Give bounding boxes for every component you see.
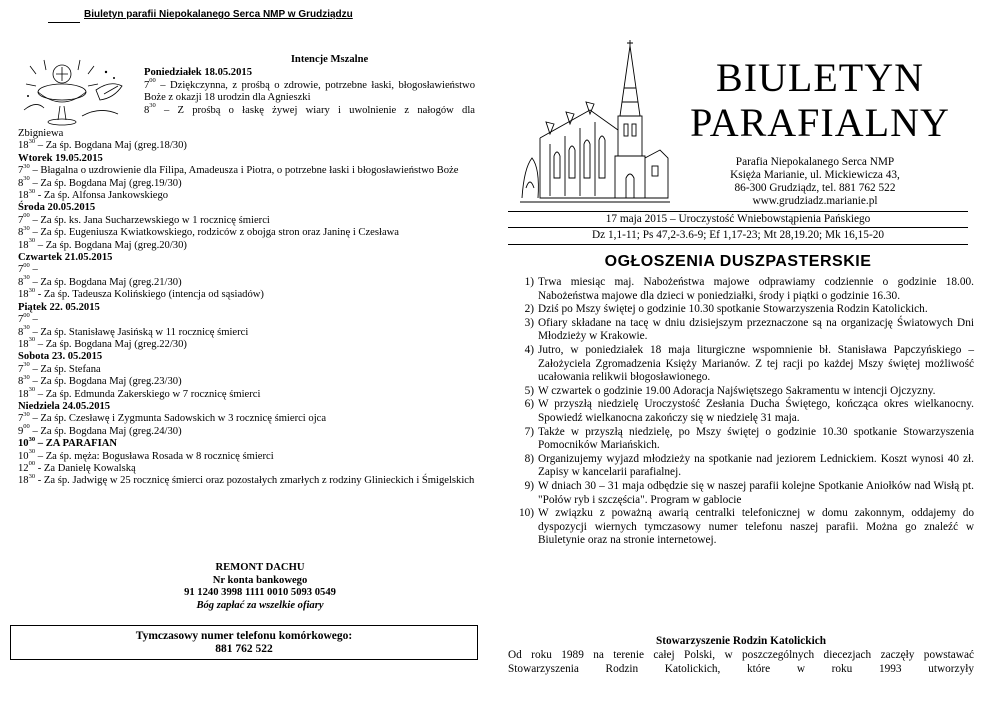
announcements-list [508, 276, 974, 548]
header-underline [48, 13, 80, 23]
intention-line: $8^{30}$ – Za śp. Bogdana Maj (greg.21/30) [18, 274, 182, 288]
intention-line: $18^{30}$ – Za śp. Bogdana Maj (greg.22/30) [18, 336, 187, 350]
account-number: 91 1240 3998 1111 0010 5093 0549 [184, 587, 336, 599]
day-monday: Poniedziałek 18.05.2015 [144, 67, 252, 79]
account-label: Nr konta bankowego [212, 574, 308, 586]
list-item: 8) Organizujemy wyjazd młodzieży na spotkanie nad jeziorem Lednickiem. Koszt wynosi 40 zł. Zapisy w kancelarii parafialnej. [524, 452, 974, 479]
intention-line: $8^{30}$ – Za śp. Bogdana Maj (greg.23/30) [18, 373, 182, 388]
intention-line: $18^{30}$ – Za śp. Edmunda Zakerskiego w 7 rocznicę śmierci [18, 386, 261, 400]
announcements-title: OGŁOSZENIA DUSZPASTERSKIE [604, 253, 872, 270]
day-sunday: Niedziela 24.05.2015 [18, 400, 111, 412]
list-item: 9) W dniach 30 – 31 maja odbędzie się w naszej parafii kolejne Spotkanie Aniołków nad Wisłą pt. "Połów ryb i szczęścia". Program w gablocie [524, 479, 974, 506]
intention-line: $7^{00}$ – Dziękczynna, z prośbą o zdrowie, potrzebne łaski, błogosławieństwo Boże z okazji 18 urodzin dla Agnieszki [144, 77, 475, 104]
parish-address1: Księża Marianie, ul. Mickiewicza 43, [730, 169, 900, 181]
list-item: 6) W przyszłą niedzielę Uroczystość Zesłania Ducha Świętego, kończąca okres wielkanocny. Spowiedź wielkanocna zakończy się w niedzielę 31 maja. [524, 398, 974, 424]
chalice-host-icon [22, 56, 134, 128]
list-item: 1) Trwa miesiąc maj. Nabożeństwa majowe odprawiamy codziennie o godzinie 18.00. Nabożeństwa majowe dla dzieci w poniedziałki, środy i piątki o godzinie 16.30. [524, 276, 974, 302]
church-icon [520, 38, 670, 208]
day-thursday: Czwartek 21.05.2015 [18, 252, 113, 264]
day-saturday: Sobota 23. 05.2015 [18, 351, 103, 363]
masthead-line1: BIULETYN [716, 55, 924, 100]
parish-name: Parafia Niepokalanego Serca NMP [735, 156, 895, 168]
parish-info [680, 156, 950, 208]
intention-line: $18^{30}$ – Za śp. Bogdana Maj (greg.20/30) [18, 237, 187, 251]
src-text: Od roku 1989 na terenie całej Polski, w poszczególnych diecezjach zaczęły powstawać Stowarzyszenia Rodzin Katolickich, które w roku 1993 utworzyły [508, 649, 974, 675]
intention-line: Zbigniewa [18, 128, 64, 139]
intention-line: $10^{30}$ – Za śp. męża: Bogusława Rosada w 8 rocznicę śmierci [18, 448, 274, 462]
src-title: Stowarzyszenie Rodzin Katolickich [655, 635, 827, 647]
phone-label: Tymczasowy numer telefonu komórkowego: [135, 630, 353, 642]
intention-line: $7^{30}$ – Błagalna o uzdrowienie dla Filipa, Amadeusza i Piotra, o potrzebne łaski i błogosławieństwo Boże [18, 162, 459, 177]
intention-line: $8^{30}$ – Z prośbą o łaskę żywej wiary i uwolnienie z nałogów dla [144, 102, 475, 116]
intention-line: $7^{00}$ – Za śp. ks. Jana Sucharzewskiego w 1 rocznicę śmierci [18, 212, 270, 226]
temporary-phone-box [10, 625, 478, 660]
list-item: 5) W czwartek o godzinie 19.00 Adoracja Najświętszego Sakramentu w intencji Ojczyzny. [524, 384, 936, 397]
list-item: 3) Ofiary składane na tacę w dniu dzisiejszym przeznaczone są na organizację Światowych Dni Młodzieży w Krakowie. [524, 316, 974, 343]
list-item: 10) W związku z poważną awarią centralki telefonicznej w domu zakonnym, oddajemy do dyspozycji wiernych tymczasowy numer telefonu naszej parafii. Można go znaleźć w Biuletynie oraz na stronie internetowej. [518, 507, 974, 547]
intention-line: $18^{30}$ – Za śp. Bogdana Maj (greg.18/30) [18, 137, 187, 152]
intention-line: $8^{30}$ – Za śp. Bogdana Maj (greg.19/30) [18, 175, 182, 189]
intention-line: $10^{30}$ – ZA PARAFIAN [18, 435, 117, 450]
intention-line: $7^{00}$ – [18, 261, 38, 276]
intention-line: $18^{30}$ - Za śp. Tadeusza Kolińskiego (intencja od sąsiadów) [18, 286, 264, 301]
date-row: 17 maja 2015 – Uroczystość Wniebowstąpienia Pańskiego [508, 211, 968, 228]
roof-repair-box [140, 562, 380, 612]
day-wednesday: Środa 20.05.2015 [18, 202, 96, 214]
thanks-text: Bóg zapłać za wszelkie ofiary [196, 599, 324, 611]
bulletin-header: Biuletyn parafii Niepokalanego Serca NMP w Grudziądzu [84, 9, 353, 20]
day-friday: Piątek 22. 05.2015 [18, 301, 100, 313]
masthead-line2: PARAFIALNY [690, 100, 950, 145]
phone-number: 881 762 522 [215, 643, 273, 655]
intention-line: $8^{30}$ – Za śp. Stanisławę Jasińską w 11 rocznicę śmierci [18, 323, 249, 338]
list-item: 4) Jutro, w poniedziałek 18 maja liturgiczne wspomnienie bł. Stanisława Papczyńskiego – Założyciela Zgromadzenia Księży Marianów. Z tej racji po każdej Mszy świętej możliwość ucałowania relikwii błogosławionego. [524, 343, 974, 384]
parish-address2: 86-300 Grudziądz, tel. 881 762 522 [734, 182, 896, 194]
intention-line: $7^{30}$ – Za śp. Stefana [18, 361, 101, 375]
list-item: 7) Także w przyszłą niedzielę, po Mszy świętej o godzinie 10.30 spotkanie Stowarzyszenia Pomocników Mariańskich. [524, 425, 974, 452]
intentions-title: Intencje Mszalne [290, 54, 369, 65]
intention-line: $18^{30}$ - Za śp. Jadwigę w 25 rocznicę śmierci oraz pozostałych zmarłych z rodziny Glinieckich i Śmigelskich [18, 472, 475, 487]
intention-line: $12^{00}$ - Za Danielę Kowalską [18, 460, 136, 474]
intention-line: $9^{00}$ – Za śp. Bogdana Maj (greg.24/30) [18, 423, 182, 437]
parish-website[interactable]: www.grudziadz.marianie.pl [752, 195, 878, 207]
intention-line: $18^{30}$ - Za śp. Alfonsa Jankowskiego [18, 187, 169, 202]
roof-repair-title: REMONT DACHU [215, 562, 305, 573]
intention-line: $8^{30}$ – Za śp. Eugeniusza Kwiatkowskiego, rodziców z obojga stron oraz Janinę i Czesława [18, 224, 400, 239]
intention-line: $7^{30}$ – Za śp. Czesławę i Zygmunta Sadowskich w 3 rocznicę śmierci ojca [18, 410, 327, 425]
masthead-title [672, 55, 968, 145]
intention-line: $7^{00}$ – [18, 311, 38, 326]
list-item: 2) Dziś po Mszy świętej o godzinie 10.30 spotkanie Stowarzyszenia Rodzin Katolickich. [524, 303, 928, 316]
readings-row: Dz 1,1-11; Ps 47,2-3.6-9; Ef 1,17-23; Mt 28,19.20; Mk 16,15-20 [508, 228, 968, 245]
day-tuesday: Wtorek 19.05.2015 [18, 152, 103, 164]
